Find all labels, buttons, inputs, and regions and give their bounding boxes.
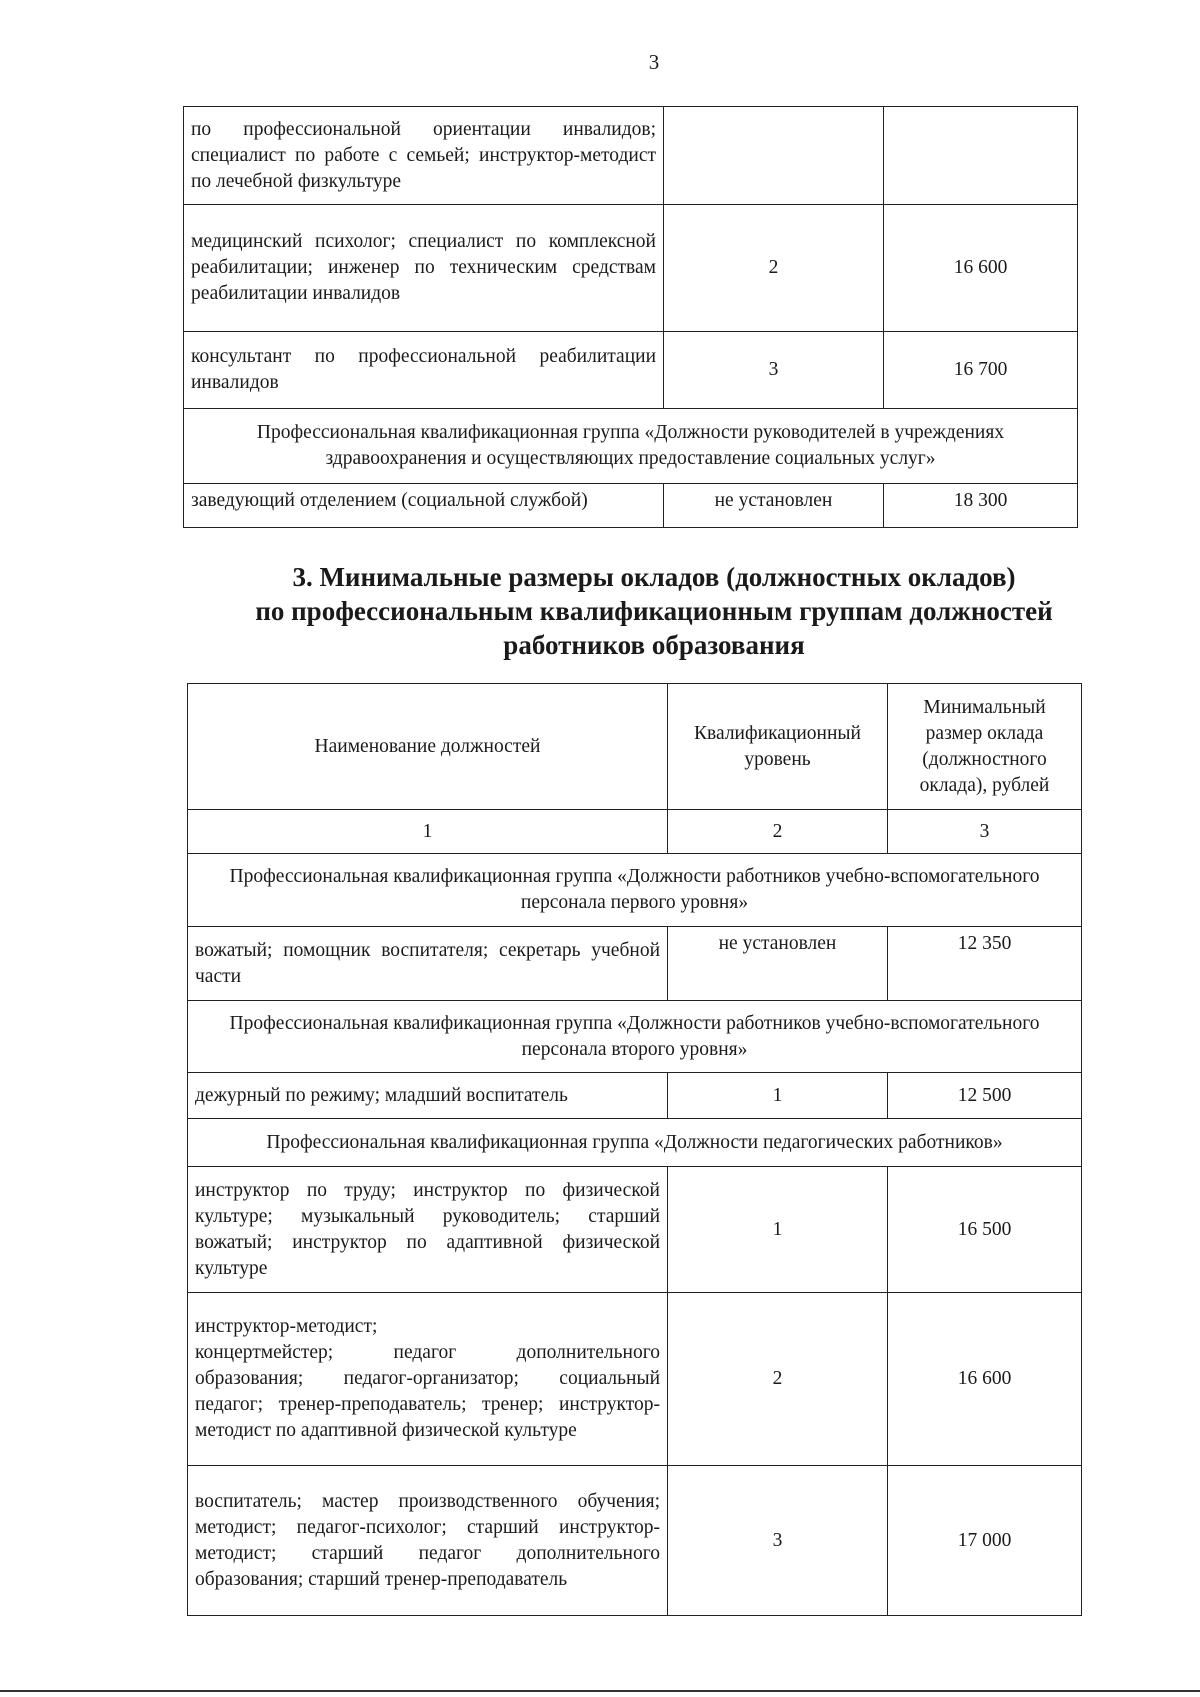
salary: 12 500 — [888, 1073, 1082, 1119]
group-header-row — [188, 854, 1082, 927]
salary: 18 300 — [884, 484, 1078, 528]
position-name: заведующий отделением (социальной службой) — [184, 484, 664, 528]
position-name-rest: концертмейстер; педагог дополнительного образования; педагог-организатор; социальный педагог; тренер-преподаватель; тренер; инструктор-методист по адаптивной физической культуре — [195, 1342, 660, 1441]
qualification-level: 3 — [668, 1466, 888, 1616]
salary: 17 000 — [888, 1466, 1082, 1616]
position-name: консультант по профессиональной реабилитации инвалидов — [184, 332, 664, 409]
group-header-row — [188, 1001, 1082, 1073]
section-title — [0, 560, 1200, 662]
table-row — [188, 1167, 1082, 1293]
qualification-level: 2 — [668, 1293, 888, 1466]
column-number: 2 — [668, 810, 888, 854]
qualification-level — [664, 107, 884, 205]
salary — [884, 107, 1078, 205]
table-row — [188, 1293, 1082, 1466]
table-row — [184, 205, 1078, 332]
table-row — [188, 1073, 1082, 1119]
position-name: по профессиональной ориентации инвалидов; специалист по работе с семьей; инструктор-методист по лечебной физкультуре — [184, 107, 664, 205]
table-row — [188, 1466, 1082, 1616]
table-row — [188, 927, 1082, 1001]
salary: 16 600 — [888, 1293, 1082, 1466]
header-level: Квалификационный уровень — [668, 684, 888, 810]
salary-table — [187, 683, 1082, 1616]
position-name — [188, 1293, 668, 1466]
qualification-level: 1 — [668, 1073, 888, 1119]
qualification-group: Профессиональная квалификационная группа «Должности педагогических работников» — [188, 1119, 1082, 1167]
page-bottom-edge — [0, 1690, 1200, 1692]
salary: 16 700 — [884, 332, 1078, 409]
qualification-group: Профессиональная квалификационная группа «Должности работников учебно-вспомогательного персонала второго уровня» — [188, 1001, 1082, 1073]
position-name: дежурный по режиму; младший воспитатель — [188, 1073, 668, 1119]
group-header-row — [184, 409, 1078, 484]
header-position: Наименование должностей — [188, 684, 668, 810]
column-number-row — [188, 810, 1082, 854]
group-header-row — [188, 1119, 1082, 1167]
qualification-group: Профессиональная квалификационная группа «Должности руководителей в учреждениях здравоохранения и осуществляющих предоставление социальных услуг» — [184, 409, 1078, 484]
qualification-group: Профессиональная квалификационная группа «Должности работников учебно-вспомогательного персонала первого уровня» — [188, 854, 1082, 927]
position-name: инструктор по труду; инструктор по физической культуре; музыкальный руководитель; старший вожатый; инструктор по адаптивной физической культуре — [188, 1167, 668, 1293]
column-number: 3 — [888, 810, 1082, 854]
position-name: вожатый; помощник воспитателя; секретарь учебной части — [188, 927, 668, 1001]
table-continuation — [183, 106, 1078, 528]
salary: 16 500 — [888, 1167, 1082, 1293]
qualification-level: не установлен — [664, 484, 884, 528]
table-row — [184, 107, 1078, 205]
column-number: 1 — [188, 810, 668, 854]
section-title-line: 3. Минимальные размеры окладов (должностных окладов) — [292, 562, 1016, 592]
page-number: 3 — [648, 50, 660, 74]
table-row — [184, 332, 1078, 409]
qualification-level: 1 — [668, 1167, 888, 1293]
header-row — [188, 684, 1082, 810]
salary: 12 350 — [888, 927, 1082, 1001]
header-salary: Минимальный размер оклада (должностного оклада), рублей — [888, 684, 1082, 810]
section-title-line: работников образования — [503, 630, 805, 660]
table-row — [184, 484, 1078, 528]
qualification-level: 3 — [664, 332, 884, 409]
qualification-level: не установлен — [668, 927, 888, 1001]
position-name: медицинский психолог; специалист по комплексной реабилитации; инженер по техническим средствам реабилитации инвалидов — [184, 205, 664, 332]
position-name-line: инструктор-методист; — [195, 1316, 378, 1337]
qualification-level: 2 — [664, 205, 884, 332]
section-title-line: по профессиональным квалификационным группам должностей — [255, 596, 1053, 626]
position-name: воспитатель; мастер производственного обучения; методист; педагог-психолог; старший инструктор-методист; старший педагог дополнительного образования; старший тренер-преподаватель — [188, 1466, 668, 1616]
salary: 16 600 — [884, 205, 1078, 332]
